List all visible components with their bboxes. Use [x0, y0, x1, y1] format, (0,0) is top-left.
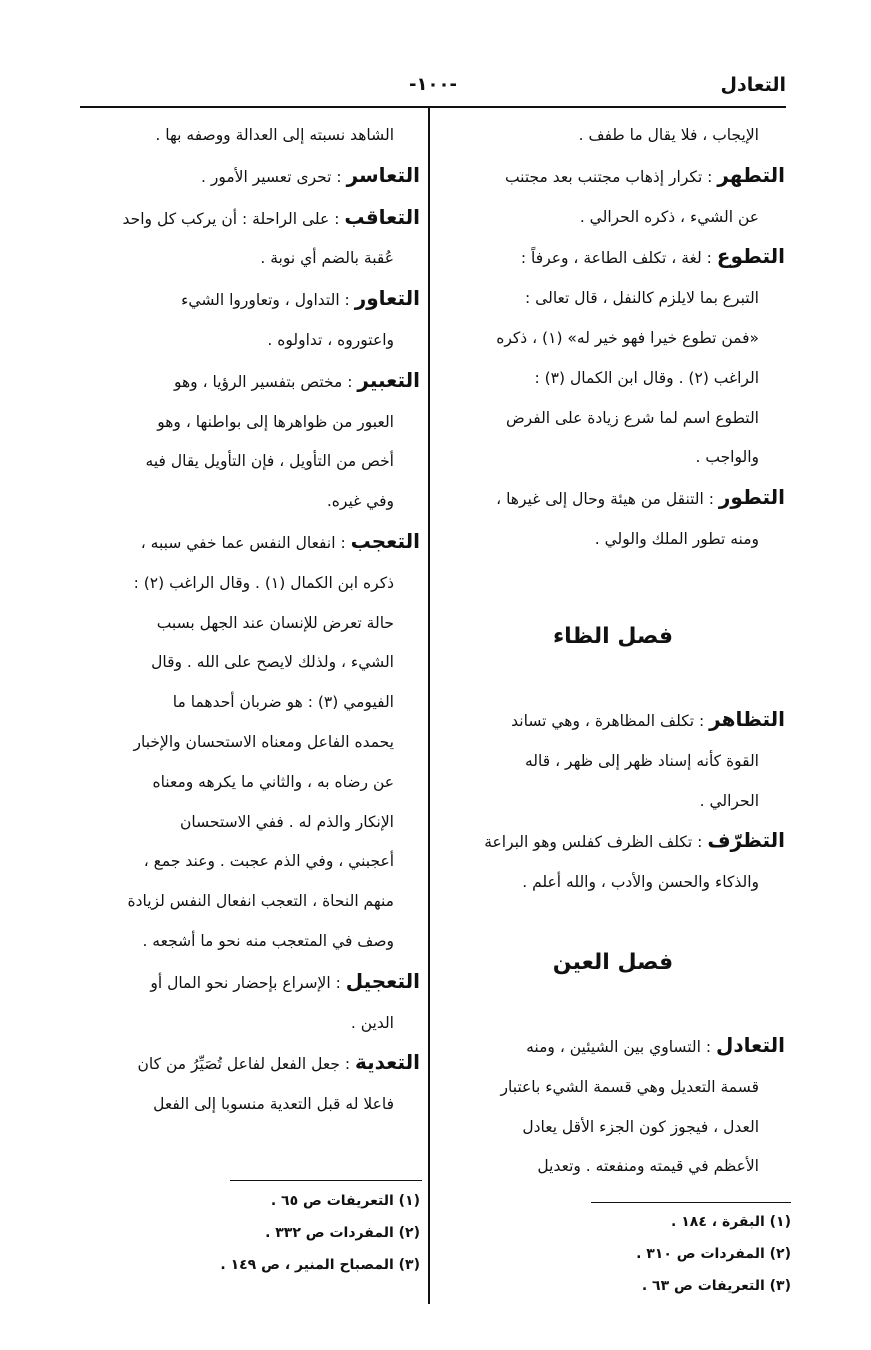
- entry-continuation-line: أخص من التأويل ، فإن التأويل يقال فيه: [145, 452, 394, 471]
- section-title-zaa: فصل الظاء: [552, 624, 674, 649]
- entry-definition: : انفعال النفس عما خفي سببه ،: [140, 533, 351, 552]
- entry-first-line: [82, 522, 420, 564]
- entry-continuation-line: وفي غيره.: [326, 492, 394, 511]
- entry-continuation-line: التبرع بما لايلزم كالنفل ، قال تعالى :: [525, 289, 759, 308]
- entry-continuation-line: الإيجاب ، فلا يقال ما طفف .: [578, 126, 759, 144]
- dictionary-entry: [82, 116, 420, 156]
- entry-first-line: [441, 1026, 785, 1068]
- entry-continuation-line: أعجبني ، وفي الذم عجبت . وعند جمع ،: [143, 852, 394, 871]
- page-header: [80, 74, 786, 102]
- entry-continuation-line: الفيومي (٣) : هو ضربان أحدهما ما: [172, 693, 394, 712]
- entry-headword: التطوع: [716, 244, 785, 269]
- entry-definition: : تكلف المظاهرة ، وهي تساند: [511, 712, 710, 730]
- entry-first-line: [441, 821, 785, 863]
- entry-continuation-line: يحمده الفاعل ومعناه الاستحسان والإخبار: [133, 732, 394, 751]
- entry-continuation-line: قسمة التعديل وهي قسمة الشيء باعتبار: [500, 1077, 759, 1096]
- entry-first-line: [441, 478, 785, 520]
- entry-continuation-line: عن رضاه به ، والثاني ما يكرهه ومعناه: [152, 772, 394, 791]
- entry-first-line: [82, 1043, 420, 1085]
- entry-continuation-line: والذكاء والحسن والأدب ، والله أعلم .: [522, 873, 759, 892]
- entry-headword: التعاسر: [346, 162, 420, 187]
- entry-continuation-line: الإنكار والذم له . ففي الاستحسان: [180, 812, 394, 831]
- dictionary-entry: [82, 522, 420, 962]
- entry-first-line: [441, 156, 785, 198]
- header-rule: [80, 106, 786, 108]
- entry-definition: : تكرار إذهاب مجتنب بعد مجتنب: [504, 167, 718, 186]
- dictionary-entry: [82, 962, 420, 1044]
- entry-definition: : تحرى تعسير الأمور .: [200, 167, 347, 186]
- entry-continuation-line: واعتوروه ، تداولوه .: [267, 330, 394, 349]
- dictionary-entry: [82, 1043, 420, 1125]
- entry-headword: التطهر: [717, 162, 785, 187]
- entry-definition: : تكلف الظرف كفلس وهو البراعة: [484, 833, 708, 852]
- entry-headword: التعبير: [357, 367, 420, 392]
- entry-headword: التعاور: [354, 286, 420, 311]
- entry-definition: : التنقل من هيئة وحال إلى غيرها ،: [496, 490, 719, 509]
- right-column-bottom: [441, 1026, 785, 1187]
- entry-continuation-line: الحرالي .: [699, 791, 759, 810]
- footnote: (١) البقرة ، ١٨٤ .: [671, 1214, 791, 1230]
- footnote: (٣) المصباح المنير ، ص ١٤٩ .: [220, 1257, 420, 1273]
- entry-headword: التظرّف: [707, 828, 785, 853]
- entry-headword: التظاهر: [709, 707, 785, 731]
- entry-continuation-line: منهم النحاة ، التعجب انفعال النفس لزيادة: [127, 892, 394, 911]
- entry-continuation-line: الشاهد نسبته إلى العدالة ووصفه بها .: [155, 126, 394, 144]
- entry-continuation-line: العدل ، فيجوز كون الجزء الأقل يعادل: [522, 1117, 759, 1136]
- entry-continuation-line: الراغب (٢) . وقال ابن الكمال (٣) :: [534, 368, 759, 387]
- dictionary-entry: [441, 821, 785, 903]
- entry-headword: التعجيل: [345, 968, 420, 993]
- footnotes-right: [451, 1206, 791, 1302]
- dictionary-entry: [441, 700, 785, 821]
- entry-first-line: [82, 279, 420, 321]
- dictionary-entry: [441, 1026, 785, 1187]
- entry-headword: التعدية: [354, 1050, 420, 1075]
- footnote: (٣) التعريفات ص ٦٣ .: [641, 1278, 791, 1294]
- dictionary-entry: [82, 279, 420, 361]
- entry-continuation-line: ذكره ابن الكمال (١) . وقال الراغب (٢) :: [133, 573, 394, 592]
- entry-continuation-line: الأعظم في قيمته ومنفعته . وتعديل: [537, 1157, 759, 1176]
- entry-continuation-line: ومنه تطور الملك والولي .: [594, 529, 759, 548]
- column-divider: [428, 108, 430, 1304]
- section-title-ain: فصل العين: [552, 950, 674, 975]
- entry-first-line: [82, 361, 420, 403]
- dictionary-entry: [441, 237, 785, 478]
- dictionary-entry: [82, 361, 420, 522]
- entry-continuation-line: عُقبة بالضم أي نوبة .: [260, 249, 394, 268]
- entry-headword: التعجب: [350, 528, 420, 553]
- footnote: (٢) المفردات ص ٣١٠ .: [636, 1246, 791, 1262]
- entry-continuation-line: الشيء ، ولذلك لايصح على الله . وقال: [151, 653, 394, 672]
- entry-definition: : الإسراع بإحضار نحو المال أو: [150, 973, 346, 992]
- entry-definition: : لغة ، تكلف الطاعة ، وعرفاً :: [520, 249, 717, 268]
- entry-first-line: [82, 156, 420, 198]
- entry-definition: : مختص بتفسير الرؤيا ، وهو: [173, 372, 358, 391]
- right-column: [441, 116, 785, 560]
- left-column: [82, 116, 420, 1125]
- right-column-mid: [441, 700, 785, 903]
- entry-definition: : التساوي بين الشيئين ، ومنه: [526, 1038, 717, 1056]
- footnote-rule-right: [591, 1202, 791, 1203]
- entry-continuation-line: وصف في المتعجب منه نحو ما أشجعه .: [142, 931, 394, 950]
- running-head: التعادل: [720, 74, 786, 96]
- page-number: -١٠٠-: [409, 74, 457, 95]
- entry-definition: : جعل الفعل لفاعل تُصَيِّرُ من كان: [137, 1055, 355, 1074]
- entry-continuation-line: عن الشيء ، ذكره الحرالي .: [579, 207, 759, 226]
- dictionary-entry: [441, 478, 785, 560]
- entry-continuation-line: التطوع اسم لما شرع زيادة على الفرض: [505, 408, 759, 427]
- entry-first-line: [82, 962, 420, 1004]
- entry-headword: التعاقب: [344, 204, 420, 229]
- entry-continuation-line: «فمن تطوع خيرا فهو خير له» (١) ، ذكره: [496, 328, 759, 347]
- entry-continuation-line: فاعلا له قبل التعدية منسوبا إلى الفعل: [153, 1095, 394, 1114]
- entry-continuation-line: والواجب .: [695, 448, 759, 467]
- dictionary-entry: [82, 198, 420, 280]
- footnote: (٢) المفردات ص ٣٣٢ .: [265, 1225, 420, 1241]
- entry-continuation-line: القوة كأنه إسناد ظهر إلى ظهر ، قاله: [525, 751, 759, 770]
- dictionary-entry: [441, 156, 785, 238]
- entry-definition: : التداول ، وتعاوروا الشيء: [181, 291, 355, 310]
- dictionary-entry: [441, 116, 785, 156]
- entry-first-line: [82, 198, 420, 240]
- footnote: (١) التعريفات ص ٦٥ .: [270, 1193, 420, 1209]
- entry-headword: التعادل: [716, 1033, 785, 1057]
- entry-first-line: [441, 700, 785, 742]
- entry-continuation-line: العبور من ظواهرها إلى بواطنها ، وهو: [157, 412, 394, 431]
- entry-continuation-line: الدين .: [350, 1013, 394, 1032]
- entry-headword: التطور: [718, 485, 785, 510]
- footnote-rule-left: [230, 1180, 422, 1181]
- entry-definition: : على الراحلة : أن يركب كل واحد: [122, 209, 345, 228]
- entry-continuation-line: حالة تعرض للإنسان عند الجهل بسبب: [156, 613, 394, 632]
- dictionary-entry: [82, 156, 420, 198]
- footnotes-left: [84, 1185, 420, 1281]
- entry-first-line: [441, 237, 785, 279]
